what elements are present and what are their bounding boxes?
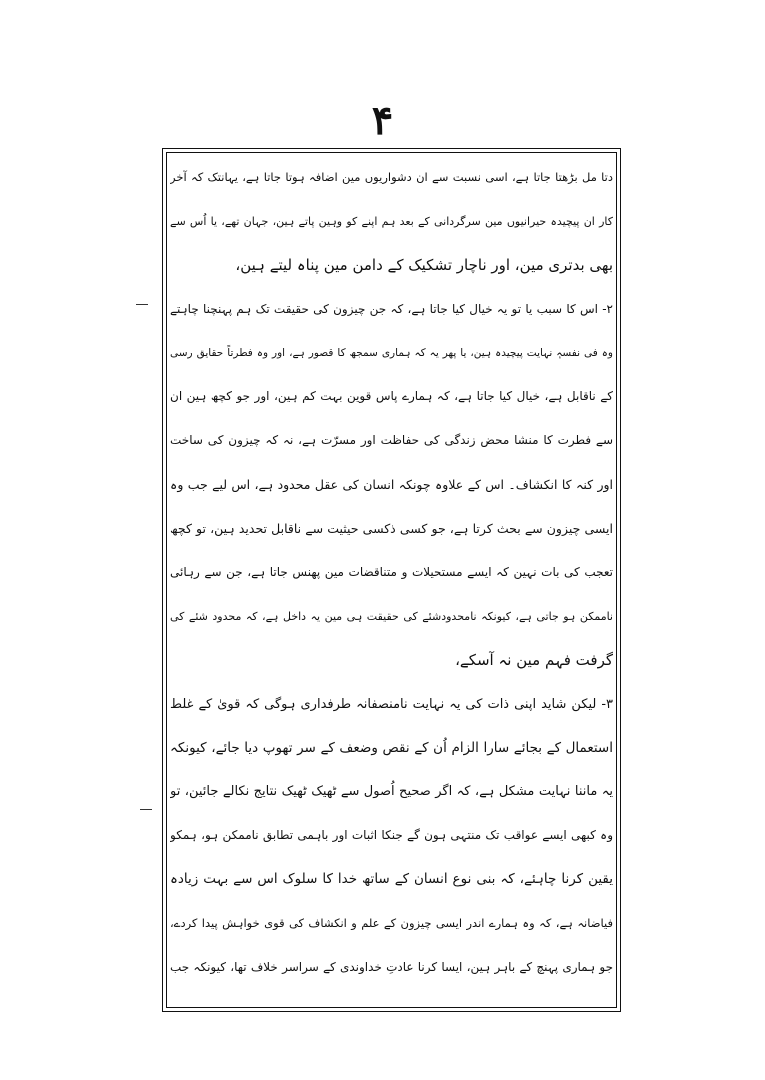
margin-mark-top <box>136 304 148 305</box>
text-line: وہ فی نفسہٖ نہایت پیچیدہ ہین، یا پھر یہ کہ ہماری سمجھ کا قصور ہے، اور وہ فطرتاً حقایق رسی <box>170 346 613 359</box>
text-line: بھی بدتری مین، اور ناچار تشکیک کے دامن مین پناہ لیتے ہین، <box>235 255 613 274</box>
text-line: ۲- اس کا سبب یا تو یہ خیال کیا جاتا ہے، کہ جن چیزون کی حقیقت تک ہم پہنچنا چاہتے <box>170 301 613 316</box>
text-line: ایسی چیزون سے بحث کرتا ہے، جو کسی ذکسی حیثیت سے ناقابل تحدید ہین، تو کچھ <box>170 521 613 537</box>
text-line: کار ان پیچیدہ حیرانیوں مین سرگردانی کے بعد ہم اپنے کو وہین پاتے ہین، جہان تھے، یا اُس سے <box>170 214 613 228</box>
page-number: ۴ <box>371 97 394 144</box>
text-line: دتا مل بڑھتا جاتا ہے، اسی نسبت سے ان دشواریوں مین اضافہ ہوتا جاتا ہے، یہانتک کہ آخر <box>170 170 613 184</box>
text-line: تعجب کی بات نہین کہ ایسے مستحیلات و متناقضات مین پھنس جاتا ہے، جن سے رہائی <box>170 565 613 580</box>
margin-mark-bottom <box>140 809 152 810</box>
text-line: ناممکن ہو جاتی ہے، کیونکہ نامحدودشئے کی حقیقت ہی مین یہ داخل ہے، کہ محدود شئے کی <box>170 609 613 623</box>
text-line: سے فطرت کا منشا محض زندگی کی حفاظت اور مسرّت ہے، نہ کہ چیزون کی ساخت <box>170 433 613 448</box>
text-line: گرفت فہم مین نہ آسکے، <box>455 650 613 669</box>
text-line: یہ ماننا نہایت مشکل ہے، کہ اگر صحیح اُصول سے ٹھیک ٹھیک نتایج نکالے جائین، تو <box>170 784 613 800</box>
text-line: یقین کرنا چاہئے، کہ بنی نوع انسان کے ساتھ خدا کا سلوک اس سے بہت زیادہ <box>170 871 613 888</box>
text-line: اور کنہ کا انکشاف۔ اس کے علاوہ چونکہ انسان کی عقل محدود ہے، اس لیے جب وہ <box>170 477 613 493</box>
text-line: جو ہماری پہنچ کے باہر ہین، ایسا کرنا عادتِ خداوندی کے سراسر خلاف تھا، کیونکہ جب <box>170 960 613 975</box>
text-line: ۳- لیکن شاید اپنی ذات کی یہ نہایت نامنصفانہ طرفداری ہوگی کہ قویٰ کے غلط <box>170 696 613 712</box>
text-line: وہ کبھی ایسے عواقب تک منتہی ہون گے جنکا اثبات اور باہمی تطابق ناممکن ہو، ہمکو <box>170 828 613 843</box>
text-line: کے ناقابل ہے، خیال کیا جاتا ہے، کہ ہمارے پاس قوین بہت کم ہین، اور جو کچھ ہین ان <box>170 389 613 404</box>
body-text <box>170 156 613 990</box>
text-line: فیاضانہ ہے، کہ وہ ہمارے اندر ایسی چیزون کے علم و انکشاف کی قوی خواہش پیدا کردے، <box>170 916 613 931</box>
text-line: استعمال کے بجائے سارا الزام اُن کے نقص وضعف کے سر تھوپ دیا جائے، کیونکہ <box>170 739 613 756</box>
